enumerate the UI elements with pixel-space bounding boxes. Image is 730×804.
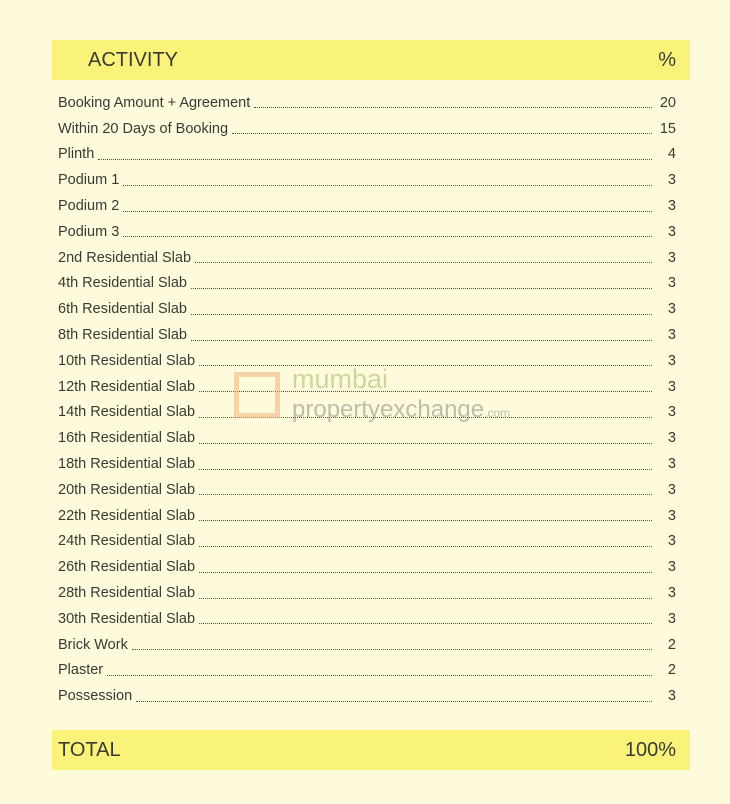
- activity-name: 22th Residential Slab: [58, 507, 196, 524]
- activity-percent: 3: [667, 327, 676, 344]
- activity-percent: 2: [667, 662, 676, 679]
- table-header: [52, 40, 690, 80]
- activity-name: Possession: [58, 688, 133, 705]
- table-row: [58, 296, 676, 322]
- activity-percent: 3: [667, 456, 676, 473]
- activity-percent: 15: [659, 120, 676, 137]
- activity-percent: 3: [667, 688, 676, 705]
- dot-leader: [191, 314, 652, 315]
- activity-name: 10th Residential Slab: [58, 352, 196, 369]
- activity-column-header: ACTIVITY: [88, 49, 179, 71]
- dot-leader: [123, 236, 652, 237]
- dot-leader: [199, 546, 652, 547]
- watermark-line1: mumbai: [292, 364, 389, 394]
- activity-percent: 3: [667, 559, 676, 576]
- dot-leader: [136, 701, 652, 702]
- table-row: [58, 658, 676, 684]
- activity-percent: 3: [667, 198, 676, 215]
- activity-percent: 4: [667, 146, 676, 163]
- table-row: [58, 142, 676, 168]
- table-row: [58, 554, 676, 580]
- activity-name: 14th Residential Slab: [58, 404, 196, 421]
- activity-name: Brick Work: [58, 636, 128, 653]
- activity-name: 6th Residential Slab: [58, 301, 187, 318]
- watermark-brand: propertyexchange: [292, 396, 485, 423]
- activity-percent: 3: [667, 610, 676, 627]
- activity-percent: 3: [667, 404, 676, 421]
- total-value: 100%: [624, 739, 676, 761]
- activity-name: 24th Residential Slab: [58, 533, 196, 550]
- activity-name: 18th Residential Slab: [58, 456, 196, 473]
- table-row: [58, 451, 676, 477]
- dot-leader: [123, 211, 652, 212]
- total-row: [52, 730, 690, 770]
- table-row: [58, 193, 676, 219]
- activity-name: 16th Residential Slab: [58, 430, 196, 447]
- activity-name: 12th Residential Slab: [58, 378, 196, 395]
- activity-percent: 3: [667, 352, 676, 369]
- dot-leader: [199, 391, 652, 392]
- table-row: [58, 683, 676, 709]
- percent-column-header: %: [658, 49, 676, 71]
- table-row: [58, 400, 676, 426]
- activity-percent: 2: [667, 636, 676, 653]
- table-row: [58, 374, 676, 400]
- total-label: TOTAL: [58, 739, 121, 761]
- activity-name: 26th Residential Slab: [58, 559, 196, 576]
- table-row: [58, 271, 676, 297]
- dot-leader: [107, 675, 652, 676]
- activity-name: Plaster: [58, 662, 104, 679]
- table-row: [58, 477, 676, 503]
- activity-percent: 3: [667, 301, 676, 318]
- dot-leader: [199, 494, 652, 495]
- dot-leader: [254, 107, 652, 108]
- dot-leader: [199, 443, 652, 444]
- activity-percent: 20: [659, 94, 676, 111]
- dot-leader: [199, 417, 652, 418]
- activity-percent: 3: [667, 249, 676, 266]
- table-row: [58, 219, 676, 245]
- activity-name: 8th Residential Slab: [58, 327, 187, 344]
- activity-name: Within 20 Days of Booking: [58, 120, 229, 137]
- table-row: [58, 322, 676, 348]
- dot-leader: [199, 469, 652, 470]
- table-row: [58, 116, 676, 142]
- dot-leader: [199, 572, 652, 573]
- dot-leader: [98, 159, 652, 160]
- activity-percent: 3: [667, 275, 676, 292]
- payment-schedule-list: [58, 90, 676, 709]
- activity-percent: 3: [667, 172, 676, 189]
- table-row: [58, 632, 676, 658]
- dot-leader: [199, 598, 652, 599]
- table-row: [58, 529, 676, 555]
- dot-leader: [232, 133, 652, 134]
- dot-leader: [199, 520, 652, 521]
- activity-name: Podium 2: [58, 198, 120, 215]
- activity-name: Podium 1: [58, 172, 120, 189]
- dot-leader: [123, 185, 652, 186]
- activity-name: 30th Residential Slab: [58, 610, 196, 627]
- activity-percent: 3: [667, 430, 676, 447]
- activity-name: 28th Residential Slab: [58, 585, 196, 602]
- dot-leader: [195, 262, 652, 263]
- dot-leader: [199, 365, 652, 366]
- activity-percent: 3: [667, 378, 676, 395]
- table-row: [58, 503, 676, 529]
- table-row: [58, 90, 676, 116]
- table-row: [58, 245, 676, 271]
- table-row: [58, 606, 676, 632]
- activity-percent: 3: [667, 223, 676, 240]
- watermark-suffix: .com: [484, 406, 511, 420]
- activity-name: Plinth: [58, 146, 95, 163]
- activity-name: 20th Residential Slab: [58, 481, 196, 498]
- table-row: [58, 580, 676, 606]
- activity-name: 4th Residential Slab: [58, 275, 187, 292]
- table-row: [58, 348, 676, 374]
- activity-percent: 3: [667, 481, 676, 498]
- dot-leader: [199, 623, 652, 624]
- dot-leader: [191, 340, 652, 341]
- activity-percent: 3: [667, 533, 676, 550]
- activity-name: Booking Amount + Agreement: [58, 94, 251, 111]
- table-row: [58, 167, 676, 193]
- dot-leader: [132, 649, 652, 650]
- activity-percent: 3: [667, 585, 676, 602]
- activity-name: 2nd Residential Slab: [58, 249, 192, 266]
- activity-name: Podium 3: [58, 223, 120, 240]
- table-row: [58, 425, 676, 451]
- dot-leader: [191, 288, 652, 289]
- activity-percent: 3: [667, 507, 676, 524]
